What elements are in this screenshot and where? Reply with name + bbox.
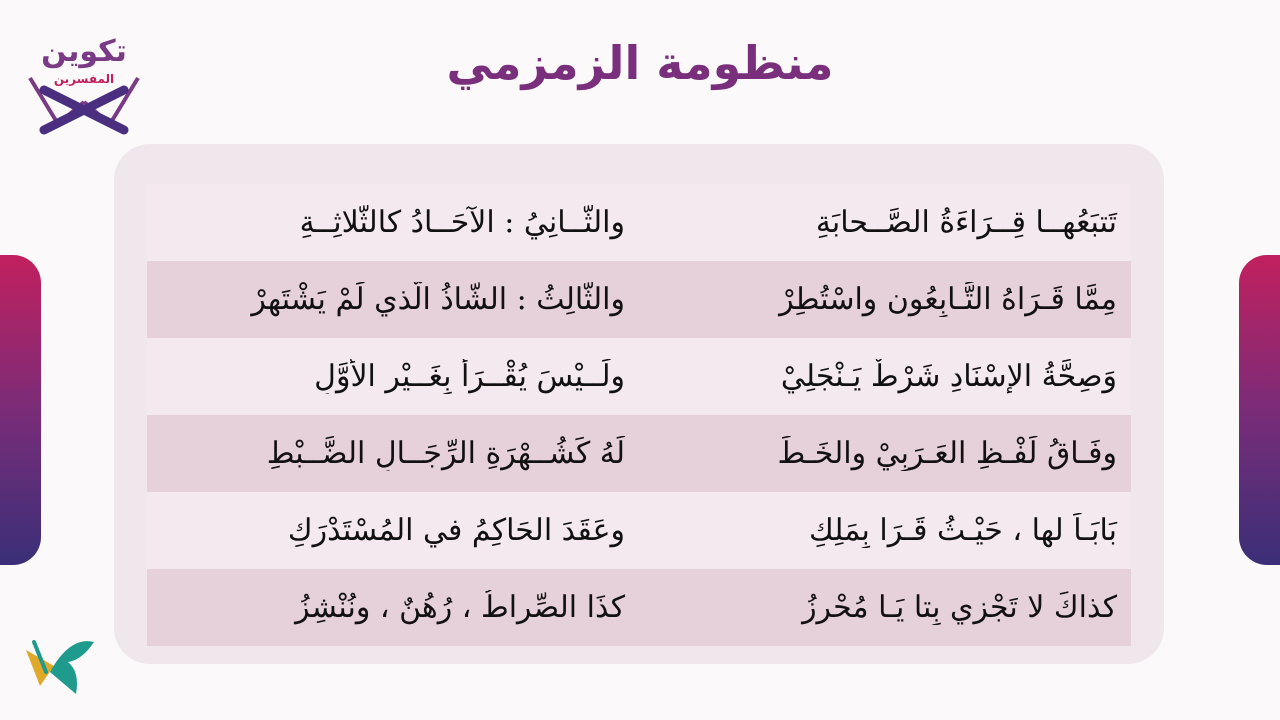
page-title: منظومة الزمزمي [446, 36, 834, 90]
verse-row [147, 415, 1131, 492]
verse-row [147, 184, 1131, 261]
right-decor-bar [1239, 255, 1280, 565]
verse-second-hemistich: كذاكَ لا تَجْزِي بِتا يَـا مُحْرِزُ [802, 590, 1117, 625]
logo-subtitle: المفسرين [53, 72, 115, 86]
verse-first-hemistich: ولَــيْسَ يُقْــرَأُ بِغَــيْرِ الأَوَّلِ [314, 359, 625, 394]
channel-logo [20, 632, 100, 702]
verse-first-hemistich: كذَا الصِّراطُ ، رُهُنٌ ، ونُنْشِزُ [295, 590, 625, 625]
verse-first-hemistich: وعَقَدَ الحَاكِمُ في المُسْتَدْرَكِ [287, 513, 625, 548]
verse-second-hemistich: بَابَـاً لها ، حَيْـثُ قَـرَا بِمَلِكِ [808, 513, 1117, 548]
left-decor-bar [0, 255, 41, 565]
verse-second-hemistich: مِمَّا قَـرَاهُ التَّـابِعُون واسْتُطِرْ [779, 282, 1117, 317]
verse-second-hemistich: وَصِحَّةُ الإِسْنَادِ شَرْطٌ يَـنْجَلِيْ [780, 359, 1117, 394]
verse-first-hemistich: والثَّــانِيُ : الآحَــادُ كالثَّلاثِــةِ [299, 205, 625, 240]
verse-second-hemistich: تَتبَعُهــا قِــرَاءَةُ الصَّــحابَةِ [815, 205, 1117, 240]
verse-row [147, 492, 1131, 569]
logo-title: تكوين [41, 34, 127, 69]
verse-first-hemistich: والثَّالِثُ : الشَّاذُ الَّذي لَمْ يَشْتَهِرْ [251, 282, 625, 317]
verse-row [147, 569, 1131, 646]
verses-table [147, 184, 1131, 646]
verse-first-hemistich: لَهُ كَشُــهْرَةِ الرِّجَــالِ الضَّــبْطِ [266, 436, 625, 471]
verse-row [147, 261, 1131, 338]
verse-row [147, 338, 1131, 415]
verse-second-hemistich: وفَـاقُ لَفْـظِ العَـرَبِيْ والخَـطِّ [777, 436, 1117, 471]
book-leaf-icon [20, 632, 100, 702]
